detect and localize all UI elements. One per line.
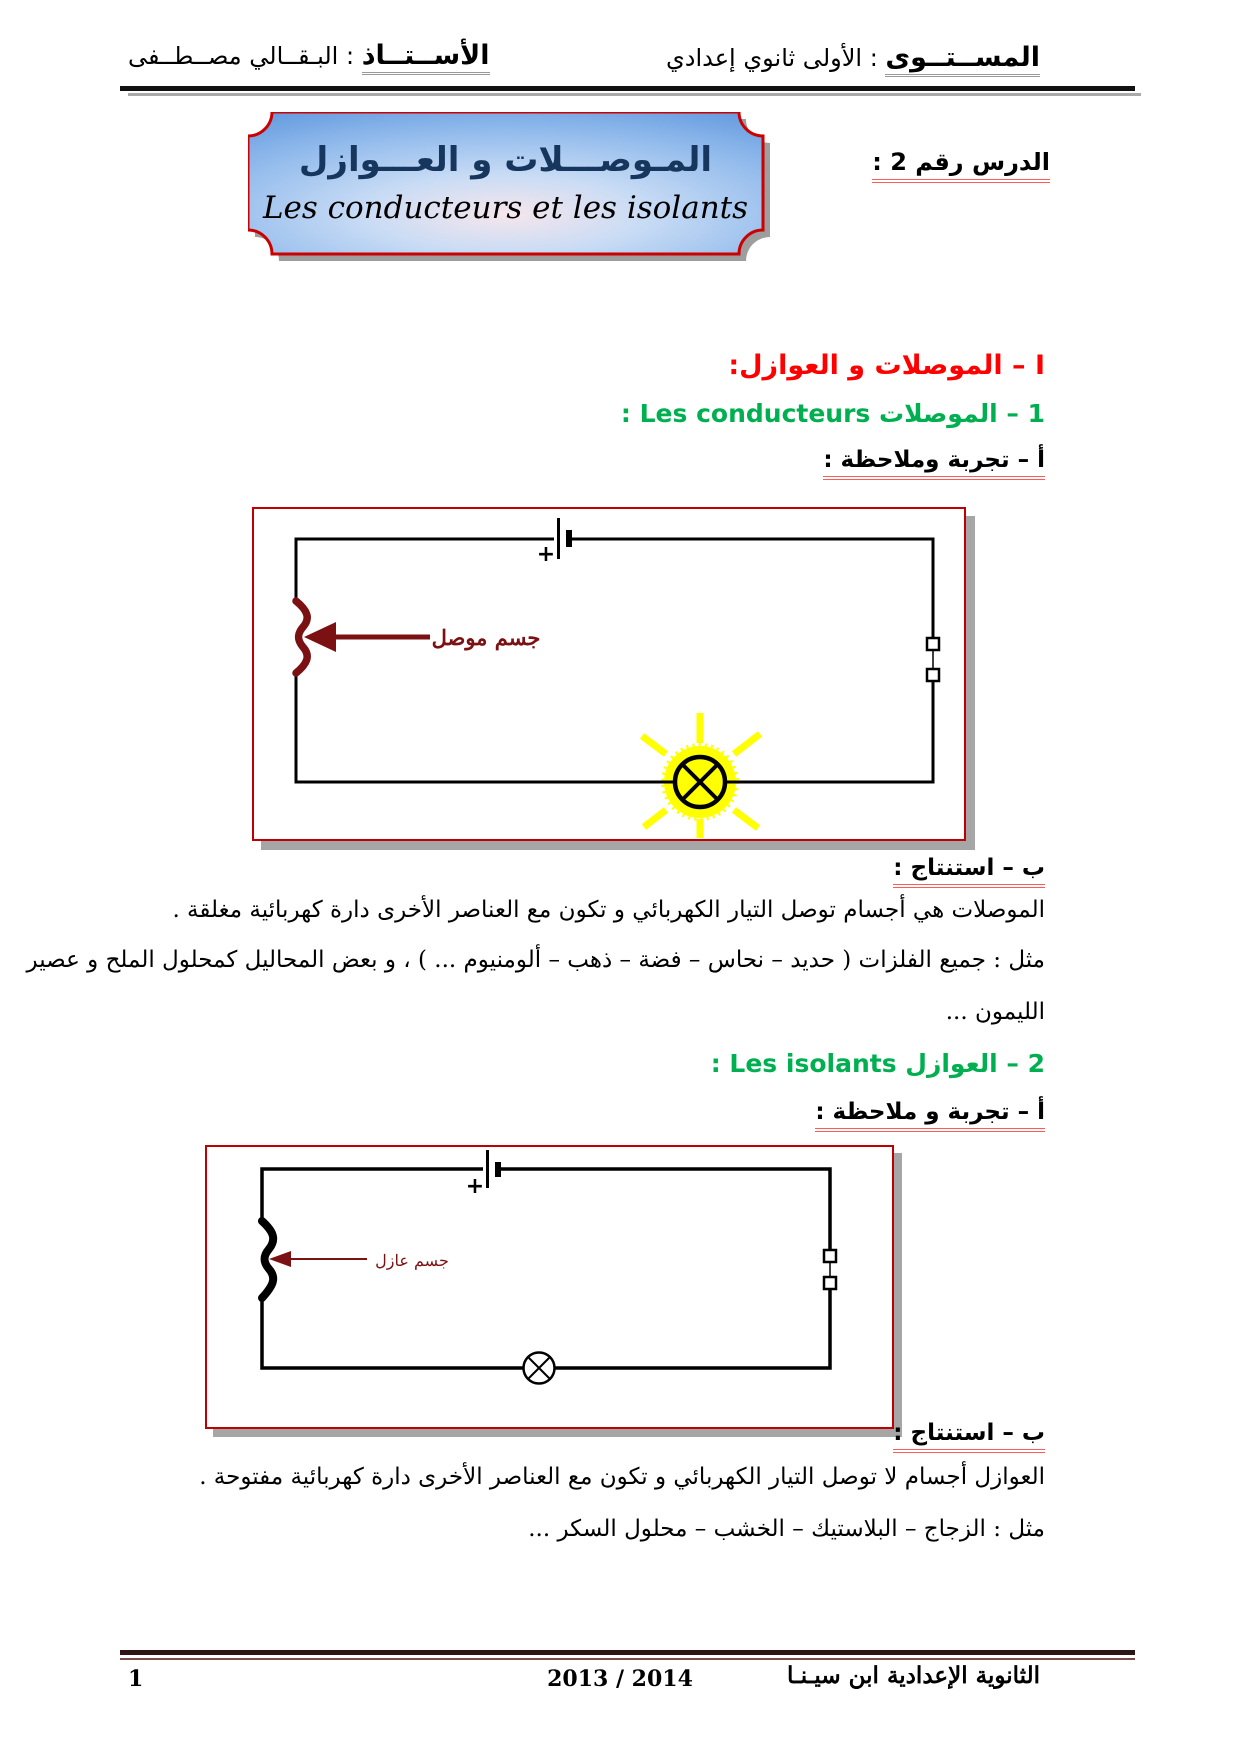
conductor-body-label: جسم موصل (431, 625, 541, 650)
battery-plus-sign: + (465, 1174, 485, 1199)
circuit-wires (262, 1169, 830, 1368)
header-rule (120, 86, 1135, 91)
circuit-wires (296, 539, 933, 782)
conductors-conclusion-line2: مثل : جميع الفلزات ( حديد – نحاس – فضة – ذهب – ألومنيوم ... ) ، و بعض المحاليل كمحلول الملح و عصير (26, 947, 1045, 973)
conductors-conclusion-line1: الموصلات هي أجسام توصل التيار الكهربائي و تكون مع العناصر الأخرى دارة كهربائية مغلقة . (172, 897, 1045, 923)
title-plaque (248, 112, 770, 262)
title-plaque-shape (248, 112, 770, 262)
conductors-conclusion-line3: الليمون ... (945, 999, 1045, 1025)
conductor-label-arrow (304, 622, 430, 652)
header-level-value: : الأولى ثانوي إعدادي (665, 44, 886, 72)
header-rule-shadow (128, 93, 1141, 96)
lesson-number: الدرس رقم 2 : (872, 148, 1050, 176)
footer-rule-shadow (120, 1658, 1135, 1660)
insulators-conclusion-line2: مثل : الزجاج – البلاستيك – الخشب – محلول السكر ... (528, 1516, 1045, 1542)
conductors-experiment-heading: أ – تجربة وملاحظة : (823, 447, 1045, 473)
footer-school-year: 2013 / 2014 (547, 1666, 693, 1692)
battery-symbol (537, 518, 572, 567)
title-arabic: المـوصـــلات و العـــوازل (298, 140, 713, 180)
lamp-off-symbol (524, 1353, 555, 1384)
insulators-conclusion-heading: ب – استنتاج : (893, 1420, 1045, 1446)
conductors-heading: 1 – الموصلات Les conducteurs : (620, 399, 1045, 428)
plaque-body (248, 112, 763, 254)
conductor-circuit-diagram (254, 509, 964, 839)
insulators-heading: 2 – العوازل Les isolants : (710, 1049, 1045, 1078)
insulator-circuit-diagram (207, 1147, 892, 1427)
header-teacher-label: الأســتــاذ (362, 40, 490, 75)
conductor-experiment-figure (252, 507, 966, 841)
header-level (666, 42, 1040, 73)
insulator-label-arrow (269, 1251, 367, 1267)
main-heading: I – الموصلات و العوازل: (728, 350, 1045, 381)
insulator-experiment-figure (205, 1145, 894, 1429)
title-french: Les conducteurs et les isolants (262, 190, 749, 226)
battery-plus-sign: + (536, 542, 556, 567)
lamp-on-symbol (675, 757, 725, 807)
footer-rule (120, 1650, 1135, 1655)
footer-school-name: الثانوية الإعدادية ابن سيـنـا (787, 1662, 1040, 1689)
insulators-conclusion-line1: العوازل أجسام لا توصل التيار الكهربائي و تكون مع العناصر الأخرى دارة كهربائية مفتوحة . (199, 1464, 1045, 1490)
header-level-label: المســتــوى (885, 42, 1040, 77)
insulators-experiment-heading: أ – تجربة و ملاحظة : (815, 1099, 1045, 1125)
conductors-conclusion-heading: ب – استنتاج : (893, 855, 1045, 881)
battery-symbol (466, 1150, 501, 1199)
header-teacher (128, 40, 490, 71)
insulator-body-label: جسم عازل (375, 1251, 449, 1270)
footer-page-number: 1 (128, 1666, 144, 1692)
header-teacher-value: : البـقــالي مصــطــفى (128, 42, 362, 70)
